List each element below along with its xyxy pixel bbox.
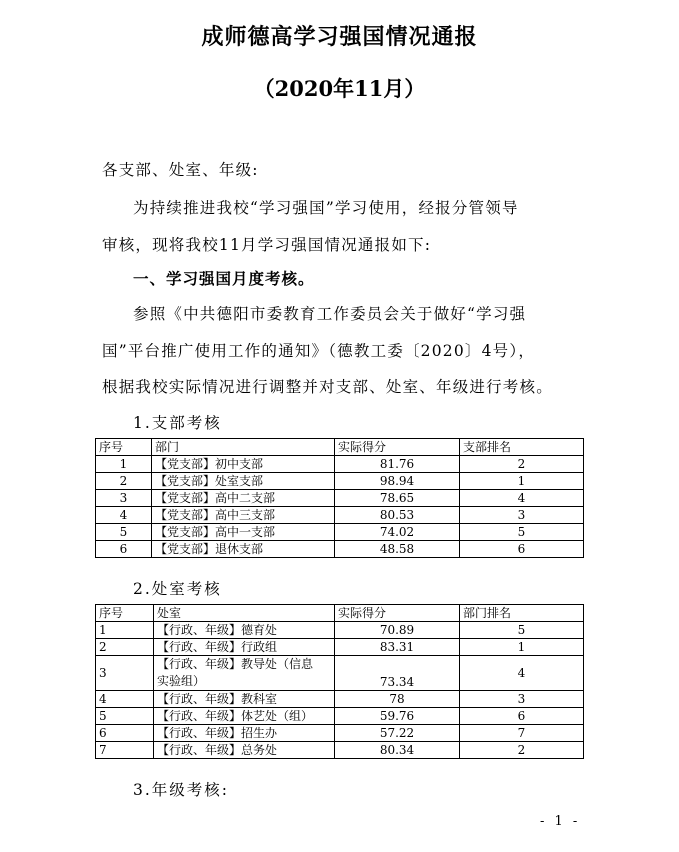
cell-rank: 2	[460, 742, 584, 759]
cell-no: 6	[96, 725, 154, 742]
table-row	[96, 490, 584, 507]
cell-dept	[154, 656, 335, 691]
cell-score: 48.58	[335, 541, 460, 558]
cell-no: 1	[96, 622, 154, 639]
cell-no: 5	[96, 708, 154, 725]
header-score: 实际得分	[335, 439, 460, 456]
section1-para-line-2: 国”平台推广使用工作的通知》（德教工委〔2020〕4号），	[102, 342, 536, 360]
table-row	[96, 622, 584, 639]
intro-line-2: 审核，现将我校11月学习强国情况通报如下:	[102, 236, 432, 254]
intro-line-1: 为持续推进我校“学习强国”学习使用，经报分管领导	[133, 199, 519, 217]
cell-dept: 【行政、年级】教科室	[154, 691, 335, 708]
table-office-assessment	[95, 604, 584, 759]
sub1-heading: 1.支部考核	[133, 414, 222, 432]
table-row	[96, 708, 584, 725]
cell-dept: 【行政、年级】总务处	[154, 742, 335, 759]
cell-score: 80.53	[335, 507, 460, 524]
header-dept: 部门	[152, 439, 335, 456]
cell-score: 78	[335, 691, 460, 708]
cell-no: 1	[96, 456, 152, 473]
header-score: 实际得分	[335, 605, 460, 622]
cell-dept: 【行政、年级】招生办	[154, 725, 335, 742]
cell-dept-line-1: 【行政、年级】教导处（信息	[157, 657, 314, 671]
cell-rank: 6	[460, 708, 584, 725]
cell-score: 59.76	[335, 708, 460, 725]
cell-no: 4	[96, 507, 152, 524]
cell-rank: 3	[460, 691, 584, 708]
cell-rank: 2	[460, 456, 584, 473]
header-dept: 处室	[154, 605, 335, 622]
cell-score: 57.22	[335, 725, 460, 742]
cell-dept: 【行政、年级】体艺处（组）	[154, 708, 335, 725]
sub2-heading: 2.处室考核	[133, 580, 222, 598]
table-row	[96, 541, 584, 558]
header-rank: 支部排名	[460, 439, 584, 456]
cell-score: 83.31	[335, 639, 460, 656]
table-row	[96, 473, 584, 490]
cell-rank: 7	[460, 725, 584, 742]
cell-rank: 5	[460, 622, 584, 639]
cell-no: 4	[96, 691, 154, 708]
table-header-row	[96, 605, 584, 622]
salutation: 各支部、处室、年级:	[102, 161, 259, 179]
table-row	[96, 656, 584, 691]
header-no: 序号	[96, 605, 154, 622]
table-header-row	[96, 439, 584, 456]
cell-dept: 【党支部】高中三支部	[152, 507, 335, 524]
cell-rank: 1	[460, 473, 584, 490]
cell-no: 7	[96, 742, 154, 759]
cell-no: 6	[96, 541, 152, 558]
table-row	[96, 725, 584, 742]
header-no: 序号	[96, 439, 152, 456]
cell-dept: 【党支部】初中支部	[152, 456, 335, 473]
cell-dept-line-2: 实验组）	[157, 674, 206, 688]
cell-no: 3	[96, 490, 152, 507]
cell-score: 70.89	[335, 622, 460, 639]
table-branch-assessment	[95, 438, 584, 558]
table-row	[96, 507, 584, 524]
cell-rank: 4	[460, 656, 584, 691]
cell-score: 78.65	[335, 490, 460, 507]
header-rank: 部门排名	[460, 605, 584, 622]
cell-dept: 【党支部】处室支部	[152, 473, 335, 490]
cell-rank: 6	[460, 541, 584, 558]
cell-rank: 4	[460, 490, 584, 507]
cell-score: 74.02	[335, 524, 460, 541]
table-row	[96, 456, 584, 473]
section1-para-line-3: 根据我校实际情况进行调整并对支部、处室、年级进行考核。	[102, 378, 553, 396]
page-number: - 1 -	[540, 814, 581, 829]
section1-para-line-1: 参照《中共德阳市委教育工作委员会关于做好“学习强	[133, 305, 527, 323]
cell-no: 2	[96, 639, 154, 656]
cell-rank: 5	[460, 524, 584, 541]
cell-score: 81.76	[335, 456, 460, 473]
cell-dept: 【党支部】高中一支部	[152, 524, 335, 541]
cell-dept: 【党支部】高中二支部	[152, 490, 335, 507]
cell-score: 73.34	[335, 656, 460, 691]
table-row	[96, 639, 584, 656]
cell-rank: 3	[460, 507, 584, 524]
table-row	[96, 691, 584, 708]
cell-no: 3	[96, 656, 154, 691]
cell-score: 98.94	[335, 473, 460, 490]
cell-dept: 【党支部】退休支部	[152, 541, 335, 558]
cell-rank: 1	[460, 639, 584, 656]
cell-dept: 【行政、年级】德育处	[154, 622, 335, 639]
sub3-heading: 3.年级考核:	[133, 781, 230, 799]
cell-score: 80.34	[335, 742, 460, 759]
table-row	[96, 524, 584, 541]
cell-no: 2	[96, 473, 152, 490]
cell-no: 5	[96, 524, 152, 541]
cell-dept: 【行政、年级】行政组	[154, 639, 335, 656]
section1-heading: 一、学习强国月度考核。	[133, 270, 315, 288]
table-row	[96, 742, 584, 759]
document-title: 成师德高学习强国情况通报	[201, 24, 478, 50]
document-subtitle: （2020年11月）	[253, 76, 426, 101]
